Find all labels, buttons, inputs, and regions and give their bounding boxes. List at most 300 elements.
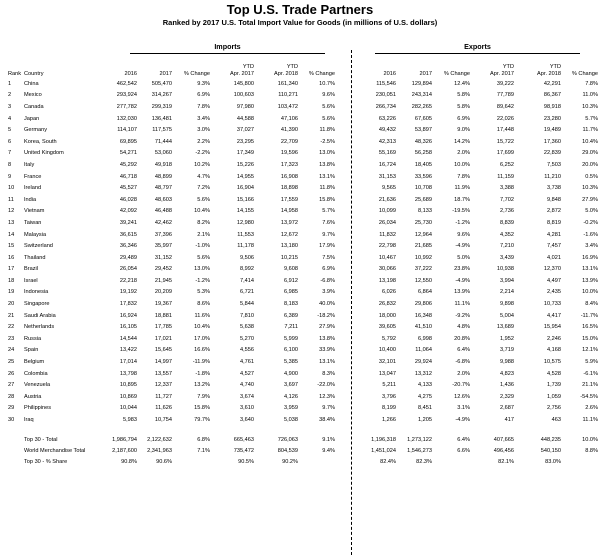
cell-exports-pct-change: 23.8%	[454, 266, 470, 273]
cell-exports-2016: 5,792	[382, 335, 396, 342]
cell-imports-2016: 54,271	[119, 150, 137, 157]
cell-imports-2017: 42,462	[154, 219, 172, 226]
table-row	[8, 252, 598, 264]
table-header-row	[8, 58, 598, 78]
cell-imports-2017: 136,481	[151, 115, 172, 122]
cell-exports-pct-change: 6.6%	[457, 448, 470, 455]
cell-imports-ytd-2017: 3,674	[240, 393, 254, 400]
col-header-exports-ytd-2018: YTD Apr. 2018	[537, 64, 561, 77]
cell-exports-2016: 1,266	[382, 417, 396, 424]
cell-exports-ytd-2017: 39,222	[496, 80, 514, 87]
cell-imports-ytd-2017: 14,155	[236, 208, 254, 215]
cell-country: Malaysia	[24, 231, 47, 238]
cell-imports-ytd-2018: 726,063	[277, 437, 298, 444]
cell-imports-ytd-pct-change: -18.2%	[317, 312, 335, 319]
cell-exports-ytd-2018: 83.0%	[545, 459, 561, 466]
cell-imports-ytd-pct-change: 40.0%	[319, 301, 335, 308]
cell-rank: 16	[8, 254, 15, 261]
section-spacer	[335, 194, 352, 206]
cell-exports-pct-change: 9.0%	[457, 127, 470, 134]
cell-exports-pct-change: 5.0%	[457, 254, 470, 261]
cell-exports-ytd-2017: 77,789	[496, 92, 514, 99]
cell-exports-2016: 11,832	[379, 231, 396, 238]
cell-imports-ytd-pct-change: 13.0%	[319, 150, 335, 157]
cell-imports-pct-change	[172, 457, 210, 468]
cell-imports-ytd-2018: 17,559	[280, 196, 298, 203]
cell-imports-ytd-pct-change: -2.5%	[320, 138, 335, 145]
cell-imports-pct-change: 13.2%	[194, 382, 210, 389]
cell-exports-ytd-2018: 7,503	[547, 161, 561, 168]
cell-exports-2016: 49,432	[378, 127, 396, 134]
section-spacer	[335, 240, 352, 252]
cell-exports-ytd-2018: 19,489	[543, 127, 561, 134]
table-row	[8, 159, 598, 171]
cell-exports-ytd-2018: 4,497	[547, 277, 561, 284]
cell-exports-2016: 230,051	[375, 92, 396, 99]
cell-exports-2016: 13,047	[378, 370, 396, 377]
table-row	[8, 379, 598, 391]
cell-rank: 7	[8, 150, 12, 157]
cell-exports-pct-change: 12.4%	[454, 80, 470, 87]
cell-imports-2017: 20,209	[154, 289, 172, 296]
section-spacer	[335, 403, 352, 415]
cell-exports-2017: 12,964	[414, 231, 432, 238]
cell-exports-ytd-2017: 9,988	[500, 359, 514, 366]
cell-imports-2016: 10,869	[119, 393, 137, 400]
cell-rank	[8, 457, 24, 468]
cell-imports-2017: 15,645	[154, 347, 172, 354]
cell-imports-ytd-2018: 17,323	[280, 161, 298, 168]
cell-imports-ytd-2018: 90.2%	[282, 459, 298, 466]
table-row	[8, 391, 598, 403]
cell-exports-2017: 21,685	[414, 243, 432, 250]
col-header-country: Country	[24, 71, 44, 77]
cell-exports-pct-change: 7.8%	[457, 173, 470, 180]
cell-exports-2016: 115,546	[376, 80, 396, 87]
cell-imports-2016: 36,346	[119, 243, 137, 250]
cell-imports-ytd-2017: 16,904	[236, 185, 254, 192]
cell-imports-ytd-2017: 37,027	[236, 127, 254, 134]
section-spacer	[335, 391, 352, 403]
cell-rank	[8, 446, 24, 457]
cell-exports-2016: 10,467	[378, 254, 396, 261]
col-header-exports-ytd-2017: YTD Apr. 2017	[490, 64, 514, 77]
cell-exports-2016: 1,196,318	[371, 437, 396, 444]
cell-imports-ytd-pct-change: 33.9%	[319, 347, 335, 354]
cell-exports-ytd-pct-change: 5.7%	[585, 115, 598, 122]
cell-exports-ytd-2017: 4,823	[500, 370, 514, 377]
table-row	[8, 101, 598, 113]
col-header-exports-pct-change: % Change	[443, 71, 470, 77]
cell-imports-2017: 10,754	[154, 417, 172, 424]
cell-exports-2017: 1,273,122	[407, 437, 432, 444]
cell-imports-ytd-pct-change: 13.1%	[319, 173, 335, 180]
section-spacer	[335, 159, 352, 171]
cell-exports-2017: 243,314	[411, 92, 432, 99]
cell-imports-2016: 17,832	[119, 301, 137, 308]
table-row	[8, 403, 598, 415]
cell-imports-ytd-2018: 10,215	[280, 254, 298, 261]
cell-exports-ytd-pct-change	[561, 457, 598, 468]
cell-imports-ytd-2017: 15,226	[236, 161, 254, 168]
cell-country: Netherlands	[24, 324, 55, 331]
cell-rank: 20	[8, 301, 15, 308]
cell-imports-ytd-pct-change: -22.0%	[317, 382, 335, 389]
cell-exports-ytd-pct-change: 11.1%	[582, 417, 598, 424]
section-spacer	[335, 90, 352, 102]
cell-exports-ytd-2018: 86,367	[543, 92, 561, 99]
cell-imports-2017: 11,727	[155, 393, 172, 400]
cell-country: China	[24, 80, 39, 87]
cell-exports-ytd-pct-change: 10.4%	[582, 138, 598, 145]
cell-country: Switzerland	[24, 243, 53, 250]
cell-exports-2016: 26,832	[378, 301, 396, 308]
cell-rank: 18	[8, 277, 15, 284]
section-spacer	[335, 171, 352, 183]
cell-imports-ytd-2017: 665,463	[233, 437, 254, 444]
cell-country: Germany	[24, 127, 48, 134]
section-spacer	[335, 275, 352, 287]
section-spacer	[335, 182, 352, 194]
cell-imports-pct-change: 79.7%	[194, 417, 210, 424]
cell-imports-2017: 117,575	[152, 127, 172, 134]
cell-exports-ytd-pct-change: 12.1%	[582, 347, 598, 354]
cell-imports-ytd-2018: 41,390	[280, 127, 298, 134]
section-spacer	[335, 113, 352, 125]
cell-exports-ytd-pct-change: 0.5%	[585, 173, 598, 180]
cell-rank: 17	[8, 266, 15, 273]
cell-imports-ytd-2017: 7,810	[240, 312, 254, 319]
cell-exports-pct-change: 2.0%	[457, 150, 470, 157]
cell-imports-pct-change: 9.3%	[197, 80, 210, 87]
cell-imports-pct-change: 8.2%	[197, 219, 210, 226]
section-spacer	[335, 368, 352, 380]
imports-section-rule	[130, 53, 325, 54]
cell-rank: 5	[8, 127, 12, 134]
section-spacer	[335, 229, 352, 241]
cell-imports-ytd-pct-change: 13.1%	[319, 359, 335, 366]
cell-exports-ytd-pct-change: 20.0%	[582, 161, 598, 168]
cell-imports-ytd-pct-change: 27.9%	[319, 324, 335, 331]
cell-imports-ytd-2017: 6,721	[240, 289, 254, 296]
page-subtitle: Ranked by 2017 U.S. Total Import Value for Goods (in millions of U.S. dollars)	[162, 18, 438, 27]
cell-exports-ytd-pct-change: 16.9%	[582, 254, 598, 261]
cell-exports-pct-change: 20.8%	[454, 335, 470, 342]
cell-rank: 12	[8, 208, 15, 215]
cell-country: United Kingdom	[24, 150, 64, 157]
cell-imports-2017: 48,899	[154, 173, 172, 180]
cell-exports-2016: 13,198	[378, 277, 396, 284]
cell-exports-ytd-2017: 2,687	[500, 405, 514, 412]
section-spacer	[335, 414, 352, 426]
total-row	[8, 435, 598, 446]
cell-imports-2017: 19,367	[154, 301, 172, 308]
cell-imports-ytd-2018: 5,385	[284, 359, 298, 366]
cell-exports-pct-change: 6.9%	[457, 115, 470, 122]
cell-country: Philippines	[24, 405, 52, 412]
cell-imports-pct-change: 17.0%	[194, 335, 210, 342]
cell-imports-2016: 10,895	[119, 382, 137, 389]
cell-country: Korea, South	[24, 138, 57, 145]
cell-rank: 26	[8, 370, 15, 377]
cell-imports-2016: 14,544	[119, 335, 137, 342]
cell-imports-2017: 2,122,632	[147, 437, 172, 444]
cell-country: Singapore	[24, 301, 50, 308]
cell-exports-ytd-pct-change: 8.8%	[585, 448, 598, 455]
cell-exports-2017: 16,348	[414, 312, 432, 319]
cell-exports-ytd-2018: 8,819	[547, 219, 561, 226]
cell-exports-pct-change: 6.4%	[457, 347, 470, 354]
section-spacer	[335, 333, 352, 345]
cell-exports-ytd-2018: 15,954	[543, 324, 561, 331]
table-row	[8, 333, 598, 345]
cell-exports-ytd-pct-change: 10.3%	[582, 185, 598, 192]
cell-country: Ireland	[24, 185, 42, 192]
cell-exports-ytd-2018: 98,918	[543, 103, 561, 110]
cell-exports-2016: 10,099	[378, 208, 396, 215]
cell-imports-ytd-2017: 4,527	[240, 370, 254, 377]
cell-imports-ytd-2017: 11,178	[237, 243, 254, 250]
cell-imports-2017: 14,997	[154, 359, 172, 366]
table-row	[8, 90, 598, 102]
cell-exports-pct-change: 11.9%	[454, 185, 470, 192]
cell-imports-2016: 462,542	[116, 80, 137, 87]
cell-exports-pct-change: 9.6%	[457, 231, 470, 238]
cell-exports-ytd-2017: 17,448	[496, 127, 514, 134]
cell-imports-pct-change: 2.2%	[197, 138, 210, 145]
cell-country: Indonesia	[24, 289, 49, 296]
cell-country: Belgium	[24, 359, 45, 366]
cell-imports-2017: 13,557	[154, 370, 172, 377]
cell-exports-ytd-2017: 3,439	[500, 254, 514, 261]
cell-imports-ytd-2017: 5,270	[240, 335, 254, 342]
cell-imports-2016: 2,187,600	[112, 448, 137, 455]
cell-exports-2017: 29,806	[414, 301, 432, 308]
cell-exports-pct-change: -20.7%	[452, 382, 470, 389]
cell-exports-pct-change: 4.8%	[457, 324, 470, 331]
cell-imports-ytd-2018: 804,539	[277, 448, 298, 455]
cell-exports-2017: 10,708	[414, 185, 432, 192]
cell-imports-2017: 18,881	[154, 312, 172, 319]
cell-exports-ytd-2018: 1,059	[547, 393, 561, 400]
cell-rank: 11	[8, 196, 14, 203]
cell-imports-pct-change: 4.7%	[197, 173, 210, 180]
cell-country: Russia	[24, 335, 42, 342]
cell-exports-ytd-2017: 3,719	[500, 347, 514, 354]
cell-rank: 13	[8, 219, 15, 226]
table-row	[8, 113, 598, 125]
cell-country: Saudi Arabia	[24, 312, 56, 319]
cell-imports-2016: 16,105	[119, 324, 137, 331]
section-spacer	[335, 379, 352, 391]
imports-section-header: Imports	[214, 42, 241, 51]
cell-imports-ytd-pct-change: 7.5%	[322, 254, 335, 261]
cell-imports-ytd-2018: 6,389	[284, 312, 298, 319]
cell-imports-2017: 48,603	[154, 196, 172, 203]
cell-exports-2017: 25,730	[414, 219, 432, 226]
cell-exports-2016: 8,199	[382, 405, 396, 412]
cell-exports-ytd-2017: 417	[504, 417, 514, 424]
cell-exports-2016: 55,169	[378, 150, 396, 157]
cell-imports-2016: 13,422	[119, 347, 137, 354]
cell-imports-ytd-2017: 5,638	[240, 324, 254, 331]
cell-imports-ytd-pct-change: 5.7%	[322, 208, 335, 215]
section-spacer	[335, 78, 352, 90]
cell-imports-ytd-2017: 8,992	[240, 266, 254, 273]
cell-imports-pct-change: 6.8%	[197, 437, 210, 444]
cell-exports-pct-change: 10.0%	[454, 161, 470, 168]
cell-exports-ytd-2017: 6,252	[500, 161, 514, 168]
cell-imports-ytd-2017: 12,980	[236, 219, 254, 226]
cell-rank: 8	[8, 161, 12, 168]
cell-exports-ytd-pct-change: 10.3%	[582, 103, 598, 110]
cell-imports-pct-change: 10.4%	[194, 324, 210, 331]
section-spacer	[335, 457, 352, 468]
row-spacer-cell	[8, 426, 598, 435]
cell-imports-2016: 114,107	[117, 127, 137, 134]
table-row	[8, 206, 598, 218]
table-row	[8, 287, 598, 299]
cell-exports-pct-change: -4.9%	[455, 277, 470, 284]
cell-exports-ytd-pct-change: -11.7%	[580, 312, 598, 319]
cell-exports-2017: 6,998	[418, 335, 432, 342]
cell-exports-ytd-2018: 1,739	[547, 382, 561, 389]
cell-imports-2016: 16,924	[119, 312, 137, 319]
cell-exports-ytd-pct-change: 5.0%	[585, 208, 598, 215]
cell-imports-2017: 505,470	[151, 80, 172, 87]
cell-exports-ytd-pct-change: 27.9%	[582, 196, 598, 203]
table-row	[8, 240, 598, 252]
cell-imports-2016: 26,054	[119, 266, 137, 273]
table-row	[8, 78, 598, 90]
cell-exports-ytd-2018: 7,457	[547, 243, 561, 250]
cell-exports-2017: 282,265	[411, 103, 432, 110]
cell-imports-ytd-2017: 90.5%	[238, 459, 254, 466]
cell-imports-ytd-2017: 3,640	[240, 417, 254, 424]
cell-imports-ytd-2017: 4,556	[240, 347, 254, 354]
cell-imports-ytd-2017: 5,844	[240, 301, 254, 308]
table-row	[8, 356, 598, 368]
cell-rank: 2	[8, 92, 12, 99]
cell-rank: 9	[8, 173, 12, 180]
section-spacer	[335, 298, 352, 310]
cell-imports-2017: 2,341,963	[147, 448, 172, 455]
cell-imports-ytd-2018: 3,697	[284, 382, 298, 389]
cell-exports-pct-change: -6.8%	[455, 359, 470, 366]
cell-imports-pct-change: -11.9%	[192, 359, 210, 366]
cell-exports-ytd-2018: 3,738	[547, 185, 561, 192]
cell-imports-2016: 45,527	[119, 185, 137, 192]
cell-imports-ytd-2017: 9,506	[240, 254, 254, 261]
cell-imports-ytd-2018: 5,999	[284, 335, 298, 342]
cell-exports-2016: 42,313	[378, 138, 396, 145]
cell-imports-ytd-2017: 3,610	[240, 405, 254, 412]
cell-exports-ytd-2017: 17,699	[496, 150, 514, 157]
cell-imports-2017: 37,396	[154, 231, 172, 238]
cell-exports-ytd-pct-change: 2.6%	[585, 405, 598, 412]
cell-imports-2016: 132,030	[116, 115, 137, 122]
cell-exports-ytd-2017: 2,329	[500, 393, 514, 400]
col-header-imports-ytd-pct-change: % Change	[308, 71, 335, 77]
cell-imports-2016: 29,489	[119, 254, 137, 261]
cell-rank: 25	[8, 359, 15, 366]
cell-exports-ytd-pct-change: -1.6%	[583, 231, 598, 238]
cell-country: Canada	[24, 103, 44, 110]
cell-exports-2017: 53,897	[414, 127, 432, 134]
cell-imports-pct-change: 11.6%	[194, 312, 210, 319]
cell-exports-2017: 129,894	[411, 80, 432, 87]
cell-exports-ytd-2018: 23,280	[543, 115, 561, 122]
section-spacer	[335, 356, 352, 368]
cell-country: Austria	[24, 393, 42, 400]
cell-imports-pct-change: 13.0%	[194, 266, 210, 273]
cell-exports-ytd-2017: 3,994	[500, 277, 514, 284]
cell-exports-2017: 12,550	[414, 277, 432, 284]
cell-exports-2016: 1,451,024	[371, 448, 396, 455]
cell-imports-ytd-pct-change: 9.4%	[322, 448, 335, 455]
cell-imports-2017: 31,152	[154, 254, 172, 261]
cell-imports-ytd-2018: 4,126	[284, 393, 298, 400]
cell-exports-2017: 1,546,273	[407, 448, 432, 455]
cell-imports-2016: 69,895	[119, 138, 137, 145]
cell-imports-ytd-pct-change	[298, 457, 335, 468]
cell-exports-ytd-2018: 12,370	[543, 266, 561, 273]
cell-imports-2016: 17,014	[119, 359, 137, 366]
cell-imports-2016: 13,798	[119, 370, 137, 377]
cell-imports-ytd-2017: 11,553	[237, 231, 254, 238]
cell-country: Venezuela	[24, 382, 51, 389]
cell-imports-ytd-2017: 145,800	[233, 80, 254, 87]
section-spacer	[335, 217, 352, 229]
cell-exports-ytd-2018: 9,848	[547, 196, 561, 203]
cell-imports-2016: 19,192	[119, 289, 137, 296]
cell-imports-ytd-pct-change: 7.6%	[322, 219, 335, 226]
cell-imports-ytd-pct-change: 13.8%	[319, 161, 335, 168]
cell-exports-2016: 6,026	[382, 289, 396, 296]
cell-exports-ytd-pct-change: 13.1%	[582, 266, 598, 273]
cell-imports-2016: 277,782	[116, 103, 137, 110]
cell-rank: 24	[8, 347, 15, 354]
section-spacer	[335, 148, 352, 160]
cell-country: World Merchandise Total	[24, 448, 86, 455]
cell-imports-ytd-2018: 6,912	[284, 277, 298, 284]
cell-exports-ytd-2018: 4,281	[547, 231, 561, 238]
cell-country: India	[24, 196, 37, 203]
cell-imports-2017: 12,337	[154, 382, 172, 389]
cell-imports-pct-change: 5.6%	[197, 196, 210, 203]
cell-exports-pct-change: 6.4%	[457, 437, 470, 444]
cell-exports-2017: 48,326	[414, 138, 432, 145]
table-row	[8, 217, 598, 229]
cell-exports-ytd-pct-change: 7.8%	[585, 80, 598, 87]
cell-imports-ytd-pct-change: 3.9%	[322, 289, 335, 296]
cell-imports-pct-change: 3.0%	[197, 127, 210, 134]
cell-imports-2016: 39,241	[119, 219, 137, 226]
cell-imports-ytd-2018: 12,672	[280, 231, 298, 238]
cell-imports-ytd-2017: 44,588	[236, 115, 254, 122]
cell-imports-ytd-2017: 97,980	[236, 103, 254, 110]
cell-imports-ytd-2017: 23,295	[236, 138, 254, 145]
cell-imports-2017: 17,021	[154, 335, 172, 342]
cell-imports-ytd-2018: 22,709	[280, 138, 298, 145]
cell-imports-2017: 11,626	[155, 405, 172, 412]
cell-exports-2016: 5,211	[382, 382, 396, 389]
cell-imports-ytd-2018: 4,900	[284, 370, 298, 377]
table-row	[8, 148, 598, 160]
cell-imports-ytd-2017: 4,761	[240, 359, 254, 366]
cell-exports-2016: 266,734	[375, 103, 396, 110]
table-row	[8, 368, 598, 380]
